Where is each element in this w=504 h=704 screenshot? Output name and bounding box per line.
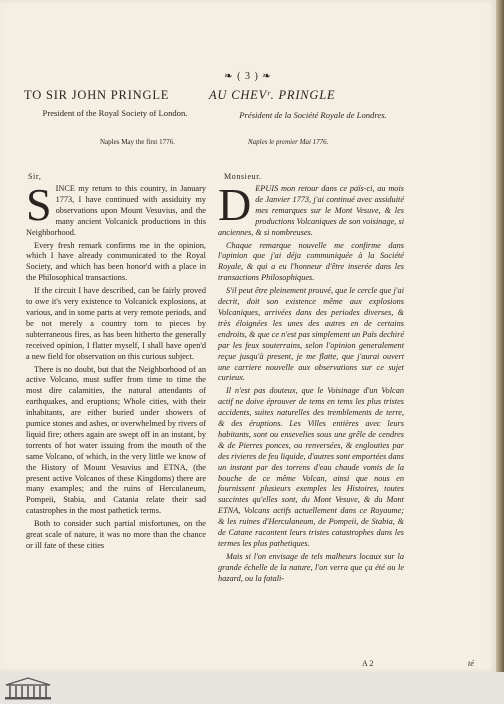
page-number: ❧ ( 3 ) ❧ — [224, 71, 272, 82]
french-subtitle: Président de la Société Royale de Londres. — [239, 110, 387, 120]
signature-mark: A 2 — [362, 659, 374, 668]
catchword: té — [468, 659, 474, 668]
french-title: AU CHEVʳ. PRINGLE — [209, 88, 336, 102]
book-spine — [496, 0, 504, 672]
english-paragraph: Every fresh remark confirms me in the opinion, which I have already communicated to the Royal Society, and which has been honor'd with a place in the Philosophical transactions. — [26, 240, 206, 283]
english-paragraph: SINCE my return to this country, in January 1773, I have continued with assiduity my observations upon Mount Vesuvius, and the many ancient Volcanick productions in this Neighborhood. — [26, 179, 206, 237]
french-paragraph: S'il peut être pleinement prouvé, que le cercle que j'ai decrit, doit son existence même aux explosions Volcaniques, arrivées dans des periodes diverses, & très éloignées les unes des autres en de certains endroits, & que ce n'est pas simplement un Païs dechiré par les feux souterrains, selon l'opinion generalement reçue jusqu'à present, je me flatte, que j'aurai ouvert une carriere nouvelle aux observations sur ce sujet curieux. — [218, 286, 404, 383]
french-paragraph: Mais si l'on envisage de tels malheurs locaux sur la grande échelle de la nature, l'on verra que ça été ou le hazard, ou la fatali- — [218, 551, 404, 583]
french-paragraph: Il n'est pas douteux, que le Voisinage d'un Volcan actif ne doive éprouver de tems en tems les plus tristes accidents, suites naturelles des tremblements de terre, & des éruptions. Les Villes entières avec leurs habitants, sont ou ensevelies sous une grêle de cendres & de Pierres ponces, ou renversées, & englouties par des rivieres de feu liquide, d'autres sont emportées dans un instant par des torrens d'eau chaude vomis de la bouche de ce même Volcan, ainsi que nous en fournissent plusieurs exemples les Histoires, toutes succintes qu'elles sont, du Mont Vesuve, & du Mont ETNA, Volcans actifs actuellement dans ce Royaume; & les ruines d'Herculaneum, de Pompeii, de Stabia, & de Catane racontent leurs tristes catastrophes dans les termes les plus pathetiques. — [218, 386, 404, 548]
english-salutation: Sir, — [28, 172, 42, 181]
english-paragraph: Both to consider such partial misfortunes, on the great scale of nature, it was no more than the chance or ill fate of these cities — [26, 519, 206, 550]
french-paragraph: Chaque remarque nouvelle me confirme dans l'opinion que j'ai déja communiquée à la Société Royale, & qui a eu l'honneur d'être inserée dans les transactions Philosophiques. — [218, 240, 404, 283]
english-paragraph: If the circuit I have described, can be fairly proved to owe it's very existence to Volcanick explosions, at various, and in some parts at very remote periods, and be not merely a country torn to pieces by subterraneous fires, as has been hitherto the generally received opinion, I flatter myself, I shall have open'd a new field for observation on this curious subject. — [26, 286, 206, 361]
english-body — [26, 179, 206, 554]
french-salutation: Monsieur. — [224, 172, 262, 181]
french-body — [218, 179, 404, 587]
french-paragraph: DEPUIS mon retour dans ce païs-ci, au mois de Janvier 1773, j'ai continué avec assiduité mes remarques sur le Mont Vesuve, & les productions Volcaniques de son voisinage, si anciennes, & si nombreuses. — [218, 179, 404, 237]
english-subtitle: President of the Royal Society of London. — [42, 108, 188, 118]
english-date: Naples May the first 1776. — [100, 138, 175, 146]
viewer-footer — [0, 672, 504, 704]
library-building-icon — [2, 676, 54, 702]
english-title: TO SIR JOHN PRINGLE — [24, 88, 170, 102]
english-dropcap: S — [26, 179, 52, 230]
french-date: Naples le premier Mai 1776. — [248, 138, 329, 146]
french-dropcap: D — [218, 179, 252, 230]
english-paragraph: There is no doubt, but that the Neighborhood of an active Volcano, must suffer from time to time the most dire calamities, the natural attendants of earthquakes, and eruptions; Whole cities, with their inhabitants, are either buried under showers of pumice stones and ashes, or overwhelmed by rivers of liquid fire; others again are swept off in an instant, by torrents of hot water issuing from the mouth of the same Volcano, of which, in the very little we know of the History of Mount Vesuvius and ETNA, (the present active Volcanos of these Kingdoms) there are many examples; and the ruins of Herculaneum, Pompeii, Stabia, and Catania relate their sad catastrophes in the most pathetick terms. — [26, 364, 206, 516]
